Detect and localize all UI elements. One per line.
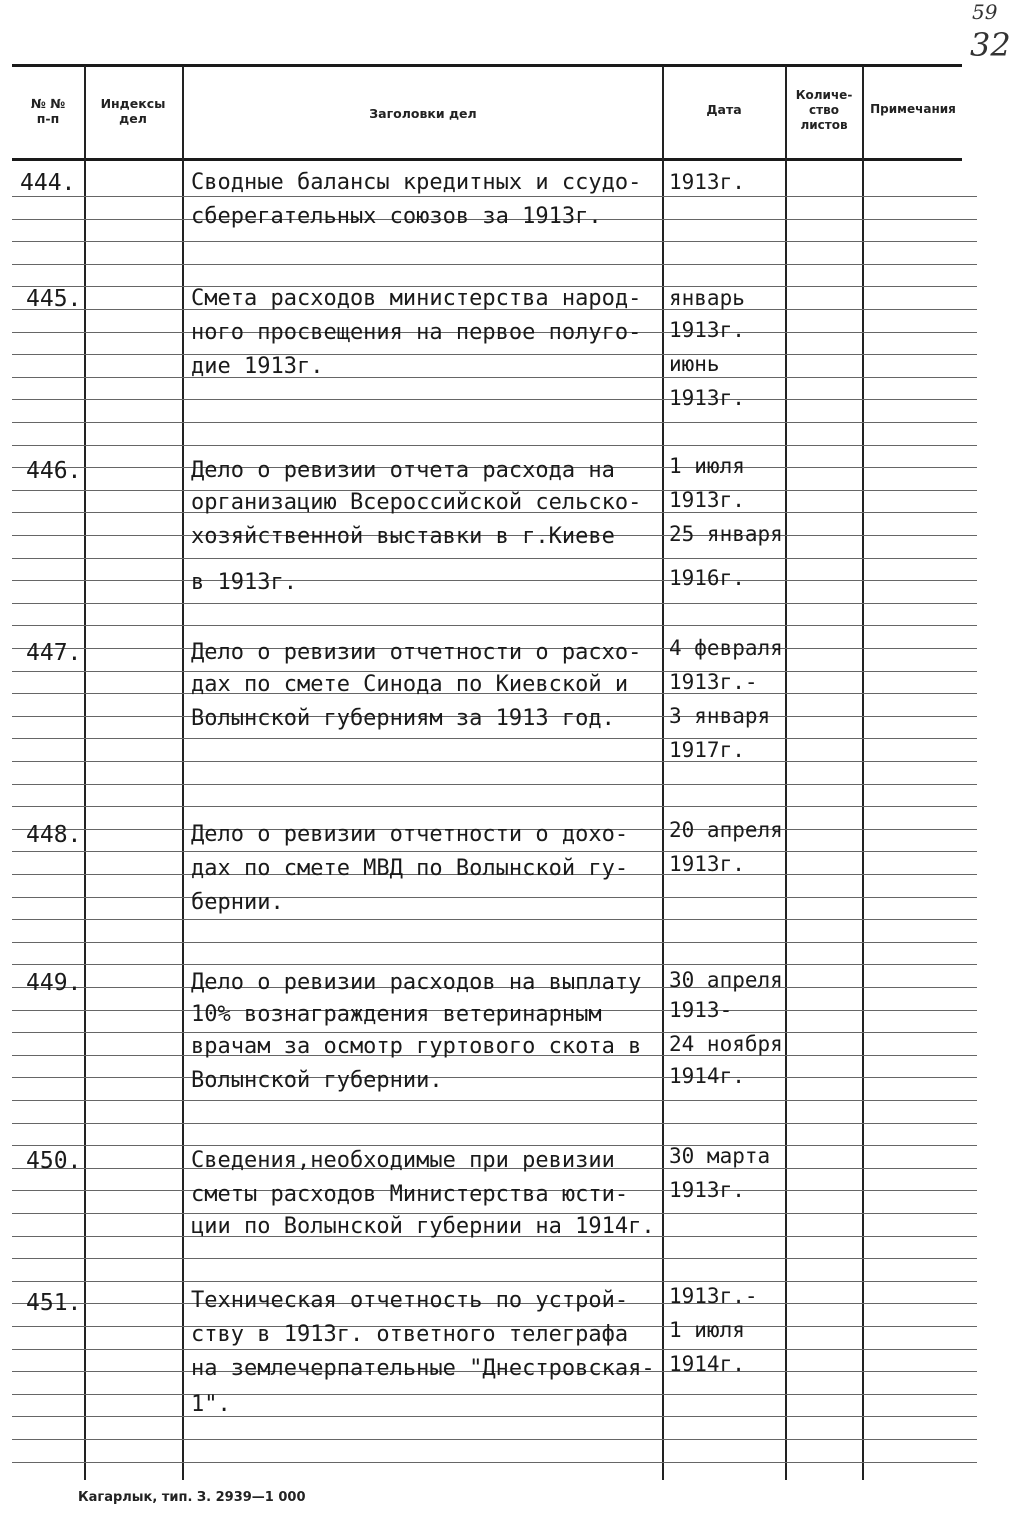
- ruled-line: [12, 1032, 977, 1033]
- entry-number: 446.: [26, 458, 82, 484]
- page-number-top: 59: [972, 0, 998, 24]
- entry-date: 1917г.: [669, 738, 745, 762]
- entry-date: январь: [669, 286, 745, 310]
- entry-title-line: дах по смете Синода по Киевской и: [191, 672, 629, 697]
- ruled-line: [12, 851, 977, 852]
- header-number: № № п-п: [30, 96, 66, 126]
- entry-number: 448.: [26, 822, 82, 848]
- ruled-line: [12, 919, 977, 920]
- entry-title-line: сберегательных союзов за 1913г.: [191, 204, 602, 229]
- table-top-rule: [12, 64, 962, 67]
- ruled-line: [12, 1281, 977, 1282]
- ruled-line: [12, 1123, 977, 1124]
- entry-title-line: на землечерпательные "Днестровская-: [191, 1356, 655, 1381]
- entry-title-line: ции по Волынской губернии на 1914г.: [191, 1214, 655, 1239]
- entry-number: 445.: [26, 286, 82, 312]
- entry-number: 450.: [26, 1148, 82, 1174]
- entry-date: 20 апреля: [669, 818, 783, 842]
- entry-date: 30 марта: [669, 1144, 771, 1168]
- entry-date: 3 января: [669, 704, 771, 728]
- entry-title-line: Волынской губерниям за 1913 год.: [191, 706, 615, 731]
- entry-date: 1 июля: [669, 454, 745, 478]
- entry-title-line: Смета расходов министерства народ-: [191, 286, 642, 311]
- ruled-line: [12, 603, 977, 604]
- ruled-line: [12, 761, 977, 762]
- entry-title-line: дие 1913г.: [191, 354, 324, 379]
- entry-number: 447.: [26, 640, 82, 666]
- entry-number: 451.: [26, 1290, 82, 1316]
- ruled-line: [12, 964, 977, 965]
- column-rule-5: [862, 66, 864, 1480]
- ruled-line: [12, 354, 977, 355]
- entry-date: 1913г.-: [669, 670, 758, 694]
- ruled-line: [12, 422, 977, 423]
- entry-date: 1913г.: [669, 386, 745, 410]
- ruled-line: [12, 625, 977, 626]
- header-index: Индексы дел: [100, 96, 166, 126]
- ruled-line: [12, 1439, 977, 1440]
- entry-date: 1914г.: [669, 1352, 745, 1376]
- header-notes: Примечания: [870, 102, 956, 116]
- ruled-line: [12, 1077, 977, 1078]
- ruled-line: [12, 445, 977, 446]
- entry-title-line: врачам за осмотр гуртового скота в: [191, 1034, 642, 1059]
- ruled-line: [12, 264, 977, 265]
- entry-title-line: бернии.: [191, 890, 284, 915]
- header-bottom-rule: [12, 158, 962, 161]
- ruled-line: [12, 738, 977, 739]
- entry-title-line: в 1913г.: [191, 570, 297, 595]
- header-sheets: Количе- ство листов: [795, 88, 853, 132]
- ruled-line: [12, 399, 977, 400]
- ruled-line: [12, 1349, 977, 1350]
- ruled-line: [12, 377, 977, 378]
- printer-imprint: Кагарлык, тип. З. 2939—1 000: [78, 1490, 306, 1505]
- entry-title-line: сметы расходов Министерства юсти-: [191, 1182, 629, 1207]
- ruled-line: [12, 580, 977, 581]
- entry-date: 1913-: [669, 998, 733, 1022]
- entry-date: 30 апреля: [669, 968, 783, 992]
- column-rule-1: [84, 66, 86, 1480]
- entry-date: 1916г.: [669, 566, 745, 590]
- entry-title-line: ству в 1913г. ответного телеграфа: [191, 1322, 629, 1347]
- entry-title-line: Дело о ревизии отчета расхода на: [191, 458, 615, 483]
- entry-date: июнь: [669, 352, 720, 376]
- ruled-line: [12, 1462, 977, 1463]
- ruled-line: [12, 196, 977, 197]
- ruled-line: [12, 558, 977, 559]
- column-rule-3: [662, 66, 664, 1480]
- entry-title-line: хозяйственной выставки в г.Киеве: [191, 524, 615, 549]
- entry-date: 1914г.: [669, 1064, 745, 1088]
- entry-title-line: Дело о ревизии отчетности о расхо-: [191, 640, 642, 665]
- ruled-line: [12, 1258, 977, 1259]
- ruled-line: [12, 1394, 977, 1395]
- entry-title-line: дах по смете МВД по Волынской гу-: [191, 856, 629, 881]
- entry-date: 1913г.-: [669, 1284, 758, 1308]
- column-rule-4: [785, 66, 787, 1480]
- entry-date: 25 января: [669, 522, 783, 546]
- entry-title-line: ного просвещения на первое полуго-: [191, 320, 642, 345]
- entry-title-line: 10% вознаграждения ветеринарным: [191, 1002, 602, 1027]
- ruled-line: [12, 1416, 977, 1417]
- entry-title-line: 1".: [191, 1392, 231, 1417]
- entry-title-line: Дело о ревизии расходов на выплату: [191, 970, 642, 995]
- entry-title-line: Волынской губернии.: [191, 1068, 443, 1093]
- page-number-bottom: 32: [970, 26, 1011, 64]
- entry-title-line: Дело о ревизии отчетности о дохо-: [191, 822, 629, 847]
- ruled-line: [12, 1145, 977, 1146]
- entry-title-line: Техническая отчетность по устрой-: [191, 1288, 629, 1313]
- ruled-line: [12, 942, 977, 943]
- ruled-line: [12, 784, 977, 785]
- ruled-line: [12, 897, 977, 898]
- entry-date: 1913г.: [669, 1178, 745, 1202]
- header-date: Дата: [706, 102, 742, 117]
- entry-date: 1913г.: [669, 170, 745, 194]
- ruled-line: [12, 241, 977, 242]
- entry-date: 1913г.: [669, 488, 745, 512]
- entry-number: 449.: [26, 970, 82, 996]
- entry-date: 4 февраля: [669, 636, 783, 660]
- column-rule-2: [182, 66, 184, 1480]
- header-title: Заголовки дел: [369, 106, 477, 121]
- entry-title-line: организацию Всероссийской сельско-: [191, 490, 642, 515]
- entry-date: 1913г.: [669, 318, 745, 342]
- ruled-line: [12, 1100, 977, 1101]
- entry-date: 24 ноября: [669, 1032, 783, 1056]
- entry-title-line: Сведения,необходимые при ревизии: [191, 1148, 615, 1173]
- entry-date: 1 июля: [669, 1318, 745, 1342]
- entry-number: 444.: [20, 170, 76, 196]
- entry-date: 1913г.: [669, 852, 745, 876]
- ruled-line: [12, 806, 977, 807]
- entry-title-line: Сводные балансы кредитных и ссудо-: [191, 170, 642, 195]
